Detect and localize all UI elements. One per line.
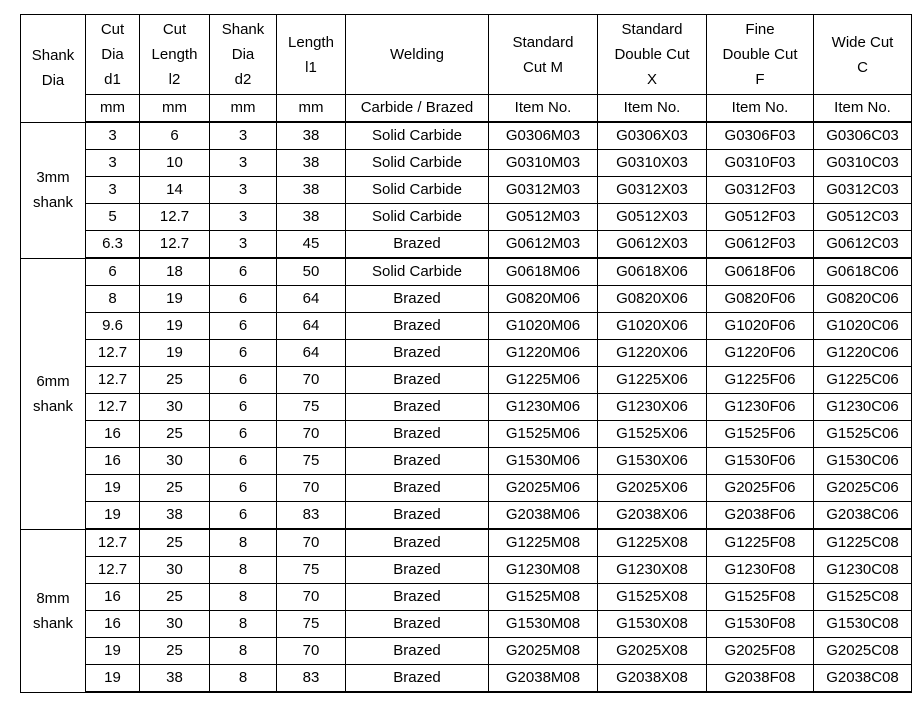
- table-cell: G1020X06: [598, 313, 707, 340]
- table-cell: G2025X06: [598, 475, 707, 502]
- table-cell: Brazed: [346, 638, 489, 665]
- table-cell: G2038F08: [707, 665, 814, 693]
- table-cell: G2038X08: [598, 665, 707, 693]
- table-cell: 19: [140, 340, 210, 367]
- table-cell: G0618M06: [489, 258, 598, 286]
- table-cell: Brazed: [346, 529, 489, 557]
- table-cell: Solid Carbide: [346, 122, 489, 150]
- table-cell: G0310X03: [598, 150, 707, 177]
- table-cell: 25: [140, 638, 210, 665]
- table-cell: G0612X03: [598, 231, 707, 259]
- table-cell: 3: [86, 122, 140, 150]
- column-header-line: Dia: [41, 72, 65, 90]
- table-cell: G2038C08: [814, 665, 912, 693]
- table-cell: 38: [277, 122, 346, 150]
- table-cell: G1220X06: [598, 340, 707, 367]
- table-cell: 70: [277, 421, 346, 448]
- table-cell: G2038F06: [707, 502, 814, 530]
- table-cell: G0618C06: [814, 258, 912, 286]
- table-row: [21, 150, 912, 177]
- table-cell: G2025F08: [707, 638, 814, 665]
- table-cell: G1225F06: [707, 367, 814, 394]
- table-cell: G1225M06: [489, 367, 598, 394]
- table-cell: 18: [140, 258, 210, 286]
- table-cell: 8: [210, 557, 277, 584]
- table-cell: G1530C06: [814, 448, 912, 475]
- table-cell: 12.7: [86, 557, 140, 584]
- table-cell: G1525X08: [598, 584, 707, 611]
- column-header: [707, 15, 814, 95]
- column-unit: mm: [86, 95, 140, 123]
- table-cell: 8: [210, 611, 277, 638]
- table-cell: 6: [210, 475, 277, 502]
- shank-group-label: [21, 122, 86, 258]
- table-row: [21, 611, 912, 638]
- shank-group-label-line: shank: [32, 397, 74, 415]
- table-cell: 25: [140, 421, 210, 448]
- table-cell: 3: [86, 177, 140, 204]
- column-header-line: Standard: [512, 33, 574, 51]
- table-cell: G0306X03: [598, 122, 707, 150]
- table-cell: G0612F03: [707, 231, 814, 259]
- table-cell: G0310C03: [814, 150, 912, 177]
- table-cell: Solid Carbide: [346, 204, 489, 231]
- table-cell: 83: [277, 502, 346, 530]
- table-cell: 6: [210, 367, 277, 394]
- column-header: [346, 15, 489, 95]
- table-cell: 70: [277, 367, 346, 394]
- table-cell: 16: [86, 448, 140, 475]
- table-cell: G0512F03: [707, 204, 814, 231]
- table-row: [21, 177, 912, 204]
- table-cell: G0312X03: [598, 177, 707, 204]
- table-cell: G0306F03: [707, 122, 814, 150]
- table-cell: 38: [277, 177, 346, 204]
- table-cell: G1230C06: [814, 394, 912, 421]
- header-title-row: [21, 15, 912, 95]
- column-unit: Item No.: [598, 95, 707, 123]
- table-cell: G0512X03: [598, 204, 707, 231]
- column-header-line: F: [755, 71, 765, 88]
- table-cell: 8: [210, 529, 277, 557]
- table-cell: Brazed: [346, 502, 489, 530]
- table-cell: G1220F06: [707, 340, 814, 367]
- table-cell: 6: [86, 258, 140, 286]
- table-cell: G2038C06: [814, 502, 912, 530]
- table-cell: 45: [277, 231, 346, 259]
- table-cell: G1020C06: [814, 313, 912, 340]
- table-cell: Brazed: [346, 448, 489, 475]
- table-cell: G1230X06: [598, 394, 707, 421]
- table-cell: 12.7: [140, 231, 210, 259]
- table-cell: G0820M06: [489, 286, 598, 313]
- column-header-line: Fine: [745, 21, 775, 38]
- column-unit: Item No.: [489, 95, 598, 123]
- table-cell: G1225M08: [489, 529, 598, 557]
- table-cell: G1230C08: [814, 557, 912, 584]
- column-header-line: Dia: [101, 46, 124, 63]
- table-row: [21, 448, 912, 475]
- table-cell: 3: [210, 150, 277, 177]
- column-unit: Item No.: [814, 95, 912, 123]
- table-cell: 14: [140, 177, 210, 204]
- column-header-line: Double Cut: [614, 46, 690, 63]
- table-cell: 25: [140, 584, 210, 611]
- table-cell: 30: [140, 394, 210, 421]
- table-cell: 3: [210, 231, 277, 259]
- column-header: [86, 15, 140, 95]
- table-cell: G2025M06: [489, 475, 598, 502]
- shank-group-label-line: shank: [32, 614, 74, 632]
- column-header-line: Length: [288, 33, 334, 51]
- table-cell: 12.7: [86, 367, 140, 394]
- table-cell: G1530C08: [814, 611, 912, 638]
- table-cell: Brazed: [346, 286, 489, 313]
- table-row: [21, 122, 912, 150]
- table-cell: G2025C06: [814, 475, 912, 502]
- table-cell: 38: [140, 502, 210, 530]
- table-cell: 8: [210, 638, 277, 665]
- column-unit: Carbide / Brazed: [346, 95, 489, 123]
- table-cell: Solid Carbide: [346, 150, 489, 177]
- table-cell: G1525C08: [814, 584, 912, 611]
- shank-group-label: [21, 258, 86, 529]
- table-cell: G1230F08: [707, 557, 814, 584]
- table-cell: 16: [86, 611, 140, 638]
- table-row: [21, 313, 912, 340]
- table-cell: G0820X06: [598, 286, 707, 313]
- column-header: [489, 15, 598, 95]
- table-row: [21, 367, 912, 394]
- shank-group-label: [21, 529, 86, 692]
- table-cell: 38: [277, 204, 346, 231]
- table-cell: Brazed: [346, 340, 489, 367]
- table-cell: G1525X06: [598, 421, 707, 448]
- column-header-line: Standard: [621, 21, 683, 38]
- table-cell: G1530F08: [707, 611, 814, 638]
- table-cell: Brazed: [346, 313, 489, 340]
- table-cell: G0306C03: [814, 122, 912, 150]
- table-cell: G1230X08: [598, 557, 707, 584]
- column-header: [598, 15, 707, 95]
- table-cell: 64: [277, 286, 346, 313]
- table-cell: 3: [86, 150, 140, 177]
- table-cell: G0820C06: [814, 286, 912, 313]
- table-cell: G0312C03: [814, 177, 912, 204]
- table-cell: 12.7: [86, 340, 140, 367]
- column-header-line: X: [646, 71, 657, 88]
- table-cell: 19: [86, 638, 140, 665]
- table-cell: 6: [140, 122, 210, 150]
- table-cell: 6: [210, 394, 277, 421]
- table-cell: 30: [140, 611, 210, 638]
- table-cell: 25: [140, 529, 210, 557]
- table-cell: Brazed: [346, 665, 489, 693]
- table-cell: G2038M08: [489, 665, 598, 693]
- table-cell: Brazed: [346, 611, 489, 638]
- table-cell: G0512M03: [489, 204, 598, 231]
- table-cell: 70: [277, 584, 346, 611]
- table-cell: 30: [140, 448, 210, 475]
- column-header-line: Cut: [162, 21, 187, 38]
- column-header-line: Shank: [221, 21, 265, 38]
- column-header-line: Wide Cut: [831, 33, 894, 51]
- column-header-line: l1: [305, 58, 317, 76]
- table-cell: Brazed: [346, 231, 489, 259]
- table-cell: G1525M08: [489, 584, 598, 611]
- table-cell: G0820F06: [707, 286, 814, 313]
- table-cell: G1225X06: [598, 367, 707, 394]
- table-cell: 19: [86, 475, 140, 502]
- column-unit: mm: [277, 95, 346, 123]
- table-cell: G2025F06: [707, 475, 814, 502]
- table-cell: Brazed: [346, 557, 489, 584]
- table-cell: G1230M06: [489, 394, 598, 421]
- table-cell: 6: [210, 421, 277, 448]
- table-cell: 19: [86, 665, 140, 693]
- table-cell: 6: [210, 502, 277, 530]
- table-cell: G1525F06: [707, 421, 814, 448]
- table-cell: 3: [210, 204, 277, 231]
- table-cell: Solid Carbide: [346, 258, 489, 286]
- table-cell: Solid Carbide: [346, 177, 489, 204]
- table-cell: G1530M06: [489, 448, 598, 475]
- column-header-line: Length: [151, 46, 198, 63]
- table-cell: G2038X06: [598, 502, 707, 530]
- table-cell: G1225F08: [707, 529, 814, 557]
- table-cell: 8: [210, 584, 277, 611]
- table-cell: 6: [210, 340, 277, 367]
- table-cell: Brazed: [346, 394, 489, 421]
- table-cell: Brazed: [346, 367, 489, 394]
- table-cell: 75: [277, 557, 346, 584]
- table-cell: 75: [277, 448, 346, 475]
- column-header-line: Cut: [100, 21, 125, 38]
- table-cell: 3: [210, 177, 277, 204]
- table-cell: G1225C08: [814, 529, 912, 557]
- table-cell: 19: [86, 502, 140, 530]
- table-row: [21, 286, 912, 313]
- table-cell: 25: [140, 475, 210, 502]
- table-cell: G1020M06: [489, 313, 598, 340]
- shank-group-label-line: 6mm: [36, 372, 70, 390]
- table-cell: 6: [210, 313, 277, 340]
- table-cell: 6: [210, 448, 277, 475]
- table-cell: 50: [277, 258, 346, 286]
- table-cell: 5: [86, 204, 140, 231]
- table-cell: 25: [140, 367, 210, 394]
- column-unit: Item No.: [707, 95, 814, 123]
- table-cell: G0612M03: [489, 231, 598, 259]
- table-cell: 8: [210, 665, 277, 693]
- table-cell: G2025X08: [598, 638, 707, 665]
- table-cell: G0512C03: [814, 204, 912, 231]
- table-row: [21, 475, 912, 502]
- table-cell: 38: [140, 665, 210, 693]
- column-header-line: Welding: [390, 46, 444, 63]
- column-header: [21, 15, 86, 123]
- table-cell: G1525F08: [707, 584, 814, 611]
- table-row: [21, 638, 912, 665]
- table-cell: 70: [277, 638, 346, 665]
- column-header-line: Cut M: [522, 58, 563, 76]
- table-cell: 38: [277, 150, 346, 177]
- table-cell: G2038M06: [489, 502, 598, 530]
- table-cell: Brazed: [346, 584, 489, 611]
- table-cell: 12.7: [140, 204, 210, 231]
- column-header-line: C: [857, 58, 868, 76]
- table-cell: 12.7: [86, 394, 140, 421]
- table-row: [21, 204, 912, 231]
- column-header-line: d1: [104, 71, 121, 88]
- table-cell: G1530X06: [598, 448, 707, 475]
- table-cell: G0310F03: [707, 150, 814, 177]
- shank-group-label-line: 3mm: [36, 169, 70, 186]
- table-cell: G1230F06: [707, 394, 814, 421]
- table-cell: G1530X08: [598, 611, 707, 638]
- table-cell: G1220C06: [814, 340, 912, 367]
- column-header-line: d2: [234, 71, 252, 88]
- table-cell: G0618X06: [598, 258, 707, 286]
- table-cell: 64: [277, 340, 346, 367]
- table-row: [21, 340, 912, 367]
- table-cell: 12.7: [86, 529, 140, 557]
- header-unit-row: [21, 95, 912, 123]
- table-cell: 16: [86, 421, 140, 448]
- column-header: [277, 15, 346, 95]
- table-cell: 6.3: [86, 231, 140, 259]
- table-cell: 75: [277, 611, 346, 638]
- table-cell: G1530F06: [707, 448, 814, 475]
- table-cell: G0306M03: [489, 122, 598, 150]
- table-cell: G0310M03: [489, 150, 598, 177]
- table-row: [21, 394, 912, 421]
- table-cell: G1230M08: [489, 557, 598, 584]
- table-cell: 16: [86, 584, 140, 611]
- table-cell: Brazed: [346, 421, 489, 448]
- table-cell: 64: [277, 313, 346, 340]
- table-cell: G1530M08: [489, 611, 598, 638]
- column-header-line: l2: [168, 71, 181, 88]
- table-cell: 8: [86, 286, 140, 313]
- table-row: [21, 421, 912, 448]
- column-header-line: Double Cut: [722, 46, 798, 63]
- table-row: [21, 231, 912, 259]
- table-cell: G1225C06: [814, 367, 912, 394]
- shank-group-label-line: shank: [32, 194, 74, 211]
- table-cell: 83: [277, 665, 346, 693]
- table-cell: G2025C08: [814, 638, 912, 665]
- column-header: [140, 15, 210, 95]
- table-cell: 10: [140, 150, 210, 177]
- table-cell: 75: [277, 394, 346, 421]
- column-header-line: Dia: [231, 46, 255, 63]
- column-unit: mm: [140, 95, 210, 123]
- table-cell: 19: [140, 286, 210, 313]
- table-cell: 19: [140, 313, 210, 340]
- table-cell: G0312F03: [707, 177, 814, 204]
- table-body: [21, 122, 912, 692]
- table-cell: 3: [210, 122, 277, 150]
- table-header: [21, 15, 912, 123]
- table-row: [21, 557, 912, 584]
- table-cell: 6: [210, 286, 277, 313]
- table-cell: 30: [140, 557, 210, 584]
- table-row: [21, 529, 912, 557]
- shank-group-label-line: 8mm: [36, 589, 70, 607]
- table-cell: G1525M06: [489, 421, 598, 448]
- table-cell: Brazed: [346, 475, 489, 502]
- table-cell: G1525C06: [814, 421, 912, 448]
- column-header: [210, 15, 277, 95]
- table-cell: G1020F06: [707, 313, 814, 340]
- table-row: [21, 665, 912, 693]
- table-row: [21, 584, 912, 611]
- table-cell: 9.6: [86, 313, 140, 340]
- table-cell: G1225X08: [598, 529, 707, 557]
- column-unit: mm: [210, 95, 277, 123]
- table-row: [21, 502, 912, 530]
- table-cell: 6: [210, 258, 277, 286]
- table-cell: 70: [277, 529, 346, 557]
- table-row: [21, 258, 912, 286]
- column-header: [814, 15, 912, 95]
- product-spec-table: [20, 14, 912, 693]
- column-header-line: Shank: [31, 47, 75, 65]
- table-cell: 70: [277, 475, 346, 502]
- table-cell: G0312M03: [489, 177, 598, 204]
- table-cell: G2025M08: [489, 638, 598, 665]
- table-cell: G0618F06: [707, 258, 814, 286]
- table-cell: G1220M06: [489, 340, 598, 367]
- table-cell: G0612C03: [814, 231, 912, 259]
